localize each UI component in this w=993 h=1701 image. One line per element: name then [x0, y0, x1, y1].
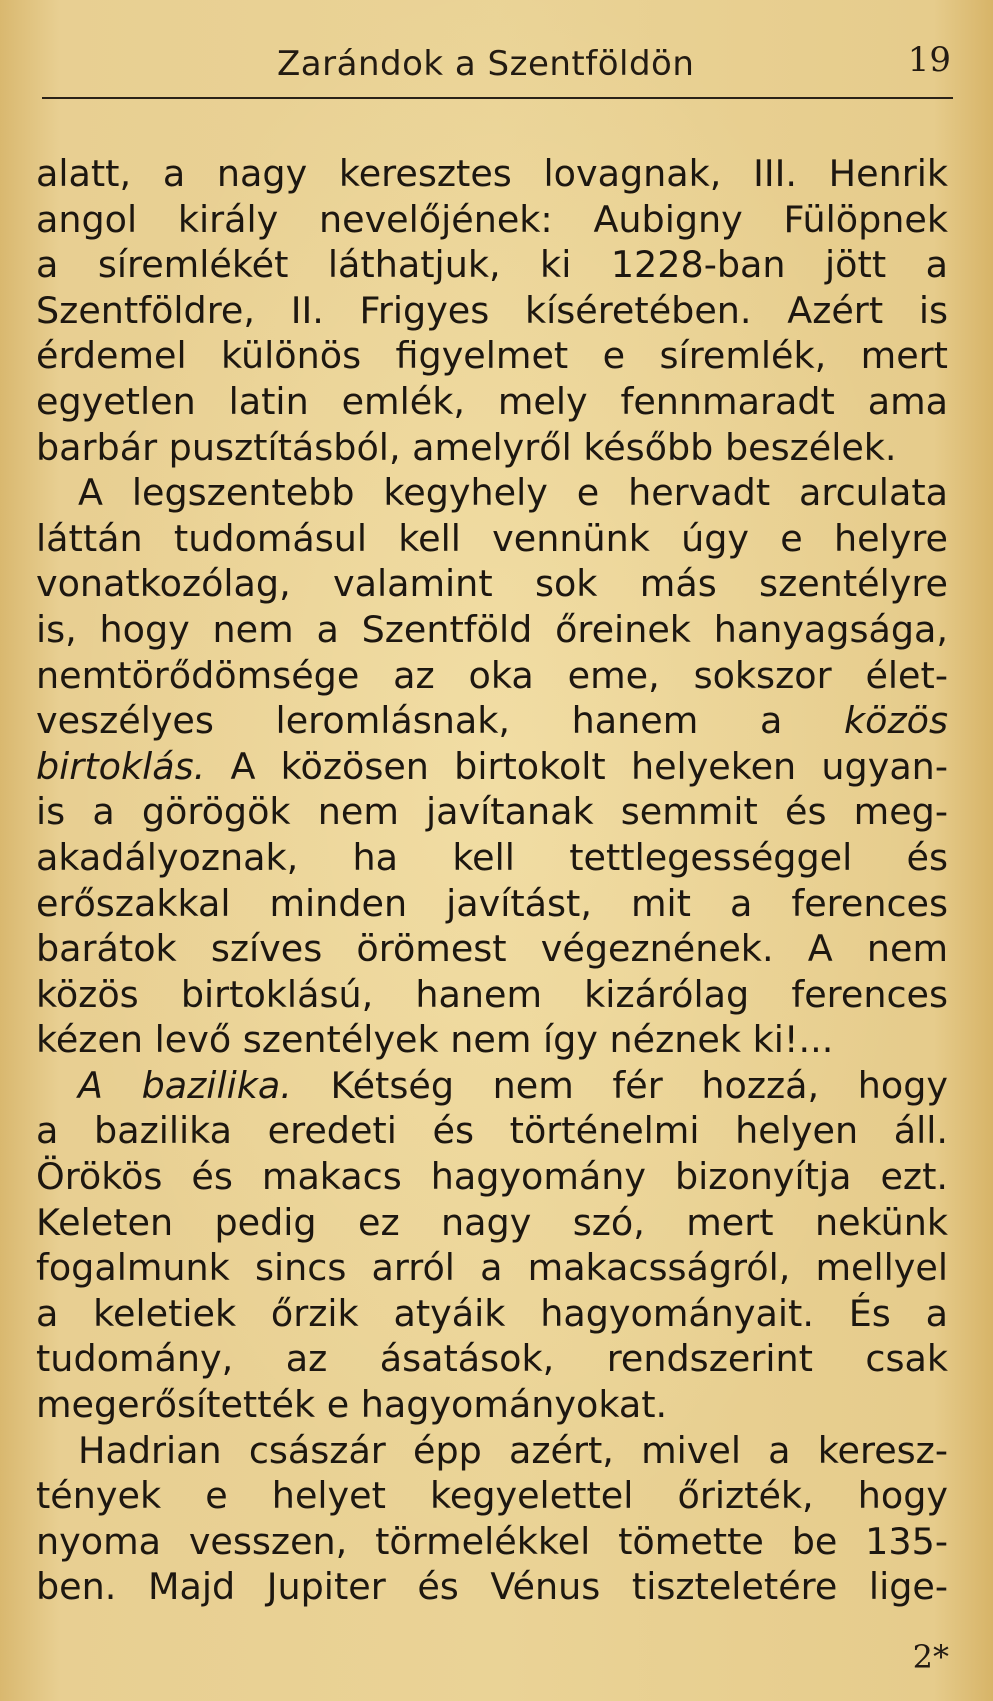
header-rule	[42, 97, 953, 99]
text-line	[36, 698, 948, 744]
running-title: Zarándok a Szentföldön	[277, 44, 695, 84]
text-line: megerősítették e hagyományokat.	[36, 1383, 668, 1427]
signature-mark: 2*	[912, 1638, 949, 1676]
text-line: akadályoznak, ha kell tettlegességgel és	[36, 835, 948, 879]
text-line	[36, 744, 948, 790]
text-line: nemtörődömsége az oka eme, sokszor élet-	[36, 653, 948, 697]
text-line: alatt, a nagy keresztes lovagnak, III. Henrik	[36, 152, 948, 195]
text-line: tények e helyet kegyelettel őrizték, hogy	[36, 1474, 948, 1518]
text-line: kézen levő szentélyek nem így néznek ki!...	[36, 1018, 834, 1062]
text-line: is, hogy nem a Szentföld őreinek hanyagsága,	[36, 607, 948, 651]
text-line: A legszentebb kegyhely e hervadt arculata	[78, 471, 948, 515]
text-line: nyoma vesszen, törmelékkel tömette be 135-	[36, 1519, 948, 1563]
text-line-segment: A közösen birtokolt helyeken ugyan-	[230, 744, 948, 788]
page-number: 19	[907, 40, 951, 80]
text-line: barbár pusztításból, amelyről később beszélek.	[36, 425, 897, 469]
text-line: láttán tudomásul kell vennünk úgy e helyre	[36, 516, 948, 560]
text-line: Keleten pedig ez nagy szó, mert nekünk	[36, 1200, 948, 1244]
text-line: Hadrian császár épp azért, mivel a keresz-	[78, 1428, 948, 1472]
text-line: fogalmunk sincs arról a makacsságról, mellyel	[36, 1246, 948, 1290]
text-line: Szentföldre, II. Frigyes kíséretében. Azért is	[36, 288, 948, 332]
text-line: egyetlen latin emlék, mely fennmaradt ama	[36, 379, 948, 423]
text-line: érdemel különös figyelmet e síremlék, mert	[36, 334, 948, 378]
text-line: vonatkozólag, valamint sok más szentélyre	[36, 562, 948, 606]
text-line	[36, 1063, 948, 1109]
text-line-segment: veszélyes leromlásnak, hanem a	[36, 699, 783, 743]
text-line: barátok szíves örömest végeznének. A nem	[36, 927, 948, 971]
section-heading-bazilika: A bazilika.	[78, 1063, 292, 1107]
text-line: a síremlékét láthatjuk, ki 1228-ban jött a	[36, 243, 948, 287]
text-line: Örökös és makacs hagyomány bizonyítja ezt.	[36, 1155, 948, 1199]
text-line: tudomány, az ásatások, rendszerint csak	[36, 1337, 948, 1381]
text-line: ben. Majd Jupiter és Vénus tiszteletére lige-	[36, 1565, 948, 1609]
text-line: angol király nevelőjének: Aubigny Fülöpnek	[36, 197, 948, 241]
text-line: a keletiek őrzik atyáik hagyományait. És a	[36, 1291, 948, 1335]
body-text	[36, 151, 948, 1610]
text-line: közös birtoklású, hanem kizárólag ferences	[36, 972, 948, 1016]
text-line-segment: Kétség nem fér hozzá, hogy	[330, 1063, 948, 1107]
text-line: is a görögök nem javítanak semmit és meg-	[36, 790, 948, 834]
emphasis-birtoklas: birtoklás.	[36, 744, 206, 788]
emphasis-kozos: közös	[844, 699, 948, 743]
text-line: a bazilika eredeti és történelmi helyen áll.	[36, 1109, 948, 1153]
text-line: erőszakkal minden javítást, mit a ferences	[36, 881, 948, 925]
